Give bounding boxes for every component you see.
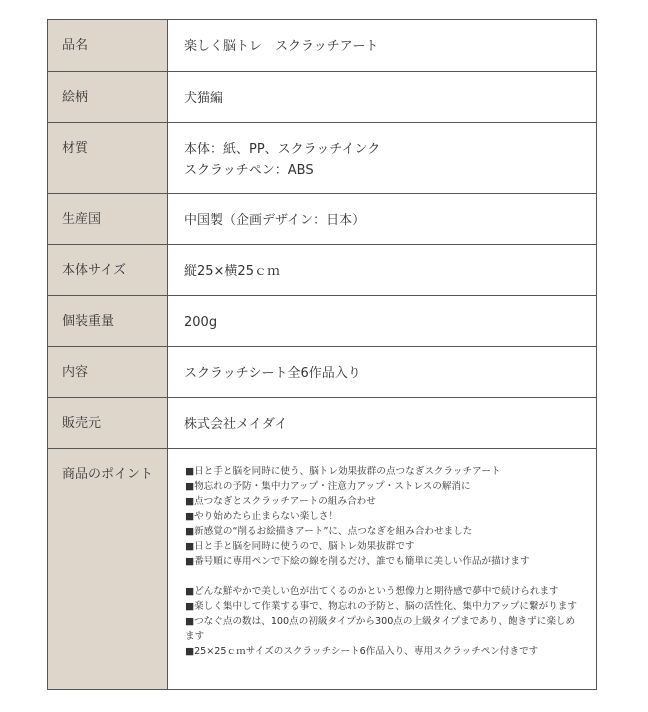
spec-value-line: 200g — [184, 315, 218, 330]
point-item: ■やり始めたら止まらない楽しさ！ — [185, 511, 338, 522]
spec-value — [168, 245, 597, 296]
spec-value — [168, 347, 597, 398]
point-item: ■日と手と脳を同時に使う、脳トレ効果抜群の点つなぎスクラッチアート — [185, 466, 501, 477]
spec-label: 商品のポイント — [48, 449, 168, 690]
spec-label: 内容 — [48, 347, 168, 398]
spec-value-line: 株式会社メイダイ — [184, 417, 288, 432]
spec-row-country — [48, 194, 597, 245]
point-item: ■どんな鮮やかで美しい色が出てくるのかという想像力と期待感で夢中で続けられます — [185, 586, 559, 597]
spec-value — [168, 72, 597, 123]
point-item: ■楽しく集中して作業する事で、物忘れの予防と、脳の活性化、集中力アップに繋がります — [185, 601, 577, 612]
point-item: ■物忘れの予防・集中力アップ・注意力アップ・ストレスの解消に — [185, 481, 471, 492]
point-item: ■つなぐ点の数は、100点の初級タイプから300点の上級タイプまであり、飽きずに楽しめます — [185, 616, 576, 642]
spec-label: 品名 — [48, 20, 168, 72]
spec-label: 本体サイズ — [48, 245, 168, 296]
point-item: ■番号順に専用ペンで下絵の線を削るだけ、誰でも簡単に美しい作品が描けます — [185, 556, 530, 567]
spec-value-line: 楽しく脳トレ スクラッチアート — [184, 39, 379, 54]
spec-row-material — [48, 123, 597, 194]
spec-value-line: 中国製（企画デザイン：日本） — [184, 213, 366, 228]
spec-label: 絵柄 — [48, 72, 168, 123]
point-item: ■日と手と脳を同時に使うので、脳トレ効果抜群です — [185, 541, 415, 552]
product-points-list — [168, 449, 597, 690]
spec-value — [168, 296, 597, 347]
spec-label: 生産国 — [48, 194, 168, 245]
spec-value — [168, 194, 597, 245]
spec-label: 個装重量 — [48, 296, 168, 347]
spec-row-design — [48, 72, 597, 123]
spec-value-line: 縦25×横25ｃｍ — [184, 264, 280, 279]
spec-value-line: スクラッチペン：ABS — [184, 163, 314, 178]
spec-value-line: スクラッチシート全6作品入り — [184, 366, 361, 381]
point-item: ■点つなぎとスクラッチアートの組み合わせ — [185, 496, 376, 507]
spec-row-product-points — [48, 449, 597, 690]
spec-row-weight — [48, 296, 597, 347]
spec-row-seller — [48, 398, 597, 449]
spec-row-contents — [48, 347, 597, 398]
spec-value — [168, 398, 597, 449]
spec-value-line: 本体：紙、PP、スクラッチインク — [184, 142, 381, 157]
spec-value — [168, 20, 597, 72]
spec-value — [168, 123, 597, 194]
point-item: ■25×25ｃｍサイズのスクラッチシート6作品入り、専用スクラッチペン付きです — [185, 646, 539, 657]
spec-label: 材質 — [48, 123, 168, 194]
point-spacer — [185, 569, 584, 584]
spec-row-product-name — [48, 20, 597, 72]
product-spec-table — [47, 19, 597, 690]
spec-value-line: 犬猫編 — [184, 91, 224, 106]
spec-row-size — [48, 245, 597, 296]
point-item: ■新感覚の“削るお絵描きアート”に、点つなぎを組み合わせました — [185, 526, 473, 537]
spec-label: 販売元 — [48, 398, 168, 449]
